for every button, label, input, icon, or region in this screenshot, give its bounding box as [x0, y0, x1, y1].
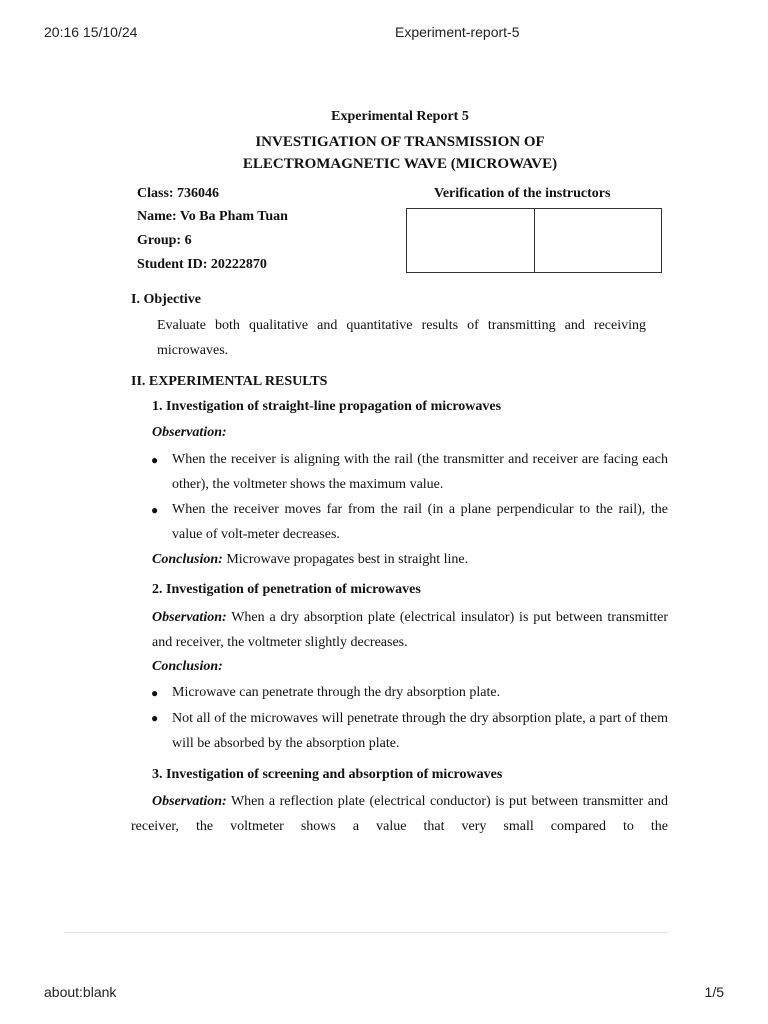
report-heading: Experimental Report 5 — [331, 109, 469, 124]
section1-observation-label: Observation: — [152, 425, 227, 440]
section2-bullet1: Microwave can penetrate through the dry absorption plate. — [172, 685, 501, 700]
section1-conclusion — [152, 547, 668, 572]
section1-conclusion-label: Conclusion: — [152, 552, 223, 567]
page-number: 1/5 — [704, 984, 724, 1000]
report-title-line2: ELECTROMAGNETIC WAVE (MICROWAVE) — [242, 156, 558, 172]
section1-bullet2: When the receiver moves far from the rail (in a plane perpendicular to the rail), the value of volt-meter decreases. — [172, 502, 668, 542]
section3-observation — [131, 789, 668, 839]
verification-box-divider — [534, 209, 535, 272]
section2-heading: 2. Investigation of penetration of microwaves — [152, 582, 421, 597]
class-info: Class: 736046 — [137, 186, 220, 201]
section2-bullet2: Not all of the microwaves will penetrate through the dry absorption plate, a part of them will be absorbed by the absorption plate. — [172, 711, 668, 751]
bullet-icon: ● — [151, 686, 159, 700]
section1-heading: 1. Investigation of straight-line propagation of microwaves — [152, 399, 502, 414]
section1-bullet1: When the receiver is aligning with the rail (the transmitter and receiver are facing each other), the voltmeter shows the maximum value. — [172, 452, 668, 492]
section2-observation — [152, 605, 668, 655]
page-divider — [64, 932, 668, 933]
student-id: Student ID: 20222870 — [137, 257, 267, 272]
section1-conclusion-text: Microwave propagates best in straight line. — [222, 552, 469, 567]
section2-conclusion-label: Conclusion: — [152, 659, 223, 674]
section2-observation-label: Observation: — [152, 610, 227, 625]
student-name: Name: Vo Ba Pham Tuan — [137, 209, 288, 224]
section3-observation-label: Observation: — [152, 794, 227, 809]
report-title-line1: INVESTIGATION OF TRANSMISSION OF — [255, 134, 545, 150]
bullet-icon: ● — [151, 503, 159, 517]
bullet-icon: ● — [151, 453, 159, 467]
verification-label: Verification of the instructors — [434, 186, 611, 201]
print-timestamp: 20:16 15/10/24 — [44, 24, 138, 40]
objective-heading: I. Objective — [131, 292, 201, 307]
verification-signature-box — [406, 208, 662, 273]
bullet-icon: ● — [151, 711, 159, 725]
section2-observation-text: When a dry absorption plate (electrical insulator) is put between transmitter and receiver, the voltmeter slightly decreases. — [152, 610, 668, 650]
print-document-title: Experiment-report-5 — [395, 24, 520, 40]
print-url: about:blank — [44, 984, 117, 1000]
section3-heading: 3. Investigation of screening and absorption of microwaves — [152, 767, 503, 782]
section3-observation-text: When a reflection plate (electrical conductor) is put between transmitter and receiver, the voltmeter shows a value that very small compared to the — [131, 794, 668, 834]
group-info: Group: 6 — [137, 233, 192, 248]
objective-text: Evaluate both qualitative and quantitative results of transmitting and receiving microwaves. — [157, 318, 646, 358]
results-heading: II. EXPERIMENTAL RESULTS — [131, 374, 328, 389]
